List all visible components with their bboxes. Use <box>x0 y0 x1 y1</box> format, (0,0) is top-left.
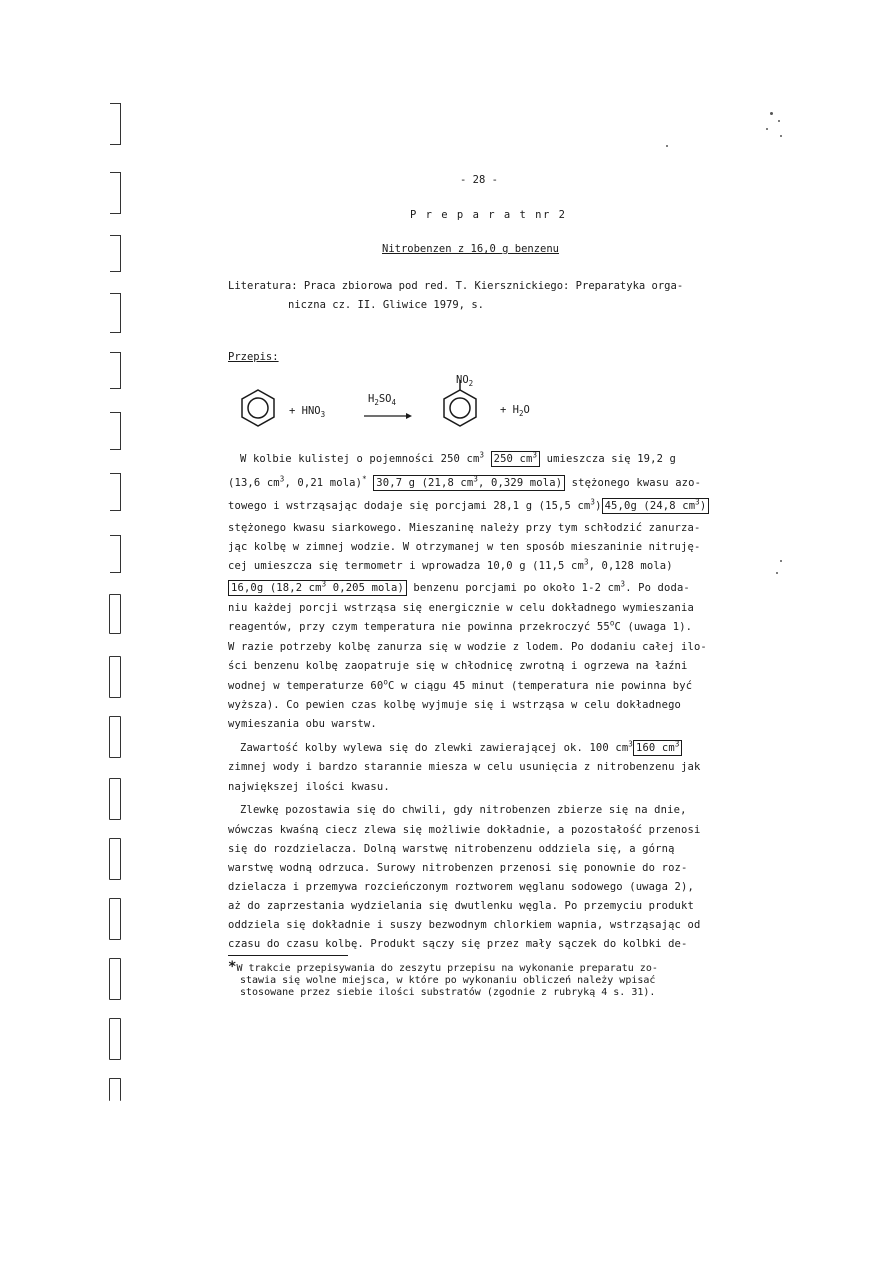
p1-line-4: stężonego kwasu siarkowego. Mieszaninę należy przy tym schłodzić zanurza- <box>228 522 701 534</box>
literature-line-2: niczna cz. II. Gliwice 1979, s. <box>288 299 484 311</box>
p2-line-3: największej ilości kwasu. <box>228 781 390 793</box>
p3-line-3: się do rozdzielacza. Dolną warstwę nitrobenzenu oddziela się, a górną <box>228 843 675 855</box>
handwritten-box: 250 $cm^3$ <box>491 451 541 467</box>
handwritten-box: 16,0g (18,2 $cm^3$ 0,205 mola) <box>228 580 407 596</box>
p1-line-8: niu każdej porcji wstrząsa się energicznie w celu dokładnego wymieszania <box>228 602 694 614</box>
binder-box <box>109 1078 121 1101</box>
p2-line-1: Zawartość kolby wylewa się do zlewki zawierającej ok. 100 $cm^3$ 160 $cm^3$ <box>240 740 682 756</box>
nitro-group: $NO_2$ <box>456 374 474 389</box>
binder-bracket <box>110 293 121 333</box>
p3-line-8: czasu do czasu kolbę. Produkt sączy się przez mały sączek do kolbki de- <box>228 938 688 950</box>
scan-speck <box>770 112 773 115</box>
p1-line-3: towego i wstrząsając dodaje się porcjami 28,1 g (15,5 $cm^3$) 45,0g (24,8 $cm^3$) <box>228 498 709 514</box>
p3-line-4: warstwę wodną odrzuca. Surowy nitrobenzen przenosi się ponownie do roz- <box>228 862 688 874</box>
literature-line-1: Literatura: Praca zbiorowa pod red. T. Kiersznickiego: Preparatyka orga- <box>228 280 684 292</box>
binder-bracket <box>110 473 121 511</box>
scan-speck <box>778 120 780 122</box>
p3-line-7: oddziela się dokładnie i suszy bezwodnym chlorkiem wapnia, wstrząsając od <box>228 919 701 931</box>
p1-line-5: jąc kolbę w zimnej wodzie. W otrzymanej w ten sposób mieszaninie nitruję- <box>228 541 701 553</box>
binder-bracket <box>110 103 121 145</box>
p1-line-14: wymieszania obu warstw. <box>228 718 377 730</box>
binder-bracket <box>110 352 121 389</box>
p1-line-9: reagentów, przy czym temperatura nie powinna przekroczyć 55$^o$C (uwaga 1). <box>228 618 693 633</box>
p3-line-1: Zlewkę pozostawia się do chwili, gdy nitrobenzen zbierze się na dnie, <box>240 804 687 816</box>
p3-line-2: wówczas kwaśną ciecz zlewa się możliwie dokładnie, a pozostałość przenosi <box>228 824 701 836</box>
p1-line-11: ści benzenu kolbę zaopatruje się w chłodnicę zwrotną i ogrzewa na łaźni <box>228 660 688 672</box>
footnote-rule <box>228 955 348 956</box>
reagent-hno3: + $HNO_3$ <box>289 405 326 420</box>
binder-box <box>109 594 121 634</box>
handwritten-box: 160 $cm^3$ <box>633 740 683 756</box>
benzene-ring <box>242 390 274 426</box>
p1-line-13: wyższa). Co pewien czas kolbę wyjmuje się i wstrząsa w celu dokładnego <box>228 699 682 711</box>
p1-line-12: wodnej w temperaturze 60$^o$C w ciągu 45 minut (temperatura nie powinna być <box>228 677 693 692</box>
catalyst-h2so4: $H_2SO_4$ <box>368 393 397 408</box>
binder-bracket <box>110 172 121 214</box>
p1-line-6: cej umieszcza się termometr i wprowadza 10,0 g (11,5 $cm^3$, 0,128 mola) <box>228 557 673 572</box>
scan-speck <box>780 560 782 562</box>
scan-speck <box>766 128 768 130</box>
binder-bracket <box>110 535 121 573</box>
recipe-heading: Przepis: <box>228 351 279 363</box>
scan-speck <box>666 145 668 147</box>
p2-line-2: zimnej wody i bardzo starannie miesza w celu usunięcia z nitrobenzenu jak <box>228 761 701 773</box>
p3-line-6: aż do zaprzestania wydzielania się dwutlenku węgla. Po przemyciu produkt <box>228 900 694 912</box>
binder-box <box>109 1018 121 1060</box>
p1-line-2: (13,6 $cm^3$, 0,21 mola)* 30,7 g (21,8 $cm^3$, 0,329 mola) stężonego kwasu azo- <box>228 474 702 489</box>
p1-line-10: W razie potrzeby kolbę zanurza się w wodzie z lodem. Po dodaniu całej ilo- <box>228 641 707 653</box>
p1-line-7: 16,0g (18,2 $cm^3$ 0,205 mola) benzenu porcjami po około 1-2 $cm^3$. Po doda- <box>228 580 690 596</box>
footnote-line-2: stawia się wolne miejsca, w które po wykonaniu obliczeń należy wpisać <box>240 975 656 986</box>
binder-box <box>109 838 121 880</box>
binder-bracket <box>110 235 121 272</box>
binder-box <box>109 778 121 820</box>
handwritten-box: 45,0g (24,8 $cm^3$) <box>602 498 710 514</box>
preparation-title: P r e p a r a t nr 2 <box>410 209 567 221</box>
binder-bracket <box>110 412 121 450</box>
footnote-line-1: *W trakcie przepisywania do zeszytu przepisu na wykonanie preparatu zo- <box>228 959 658 975</box>
binder-box <box>109 958 121 1000</box>
page-number: - 28 - <box>460 174 498 186</box>
binder-box <box>109 656 121 698</box>
p3-line-5: dzielacza i przemywa rozcieńczonym roztworem węglanu sodowego (uwaga 2), <box>228 881 694 893</box>
scan-speck <box>780 135 782 137</box>
footnote-line-3: stosowane przez siebie ilości substratów (zgodnie z rubryką 4 s. 31). <box>240 987 656 998</box>
handwritten-box: 30,7 g (21,8 $cm^3$, 0,329 mola) <box>373 475 565 491</box>
reaction-arrowhead <box>406 413 412 419</box>
p1-line-1: W kolbie kulistej o pojemności 250 $cm^3$ 250 $cm^3$ umieszcza się 19,2 g <box>240 450 677 465</box>
byproduct-water: + $H_2O$ <box>500 404 530 419</box>
scan-speck <box>776 572 778 574</box>
subject-title: Nitrobenzen z 16,0 g benzenu <box>382 243 560 255</box>
binder-box <box>109 716 121 758</box>
binder-box <box>109 898 121 940</box>
